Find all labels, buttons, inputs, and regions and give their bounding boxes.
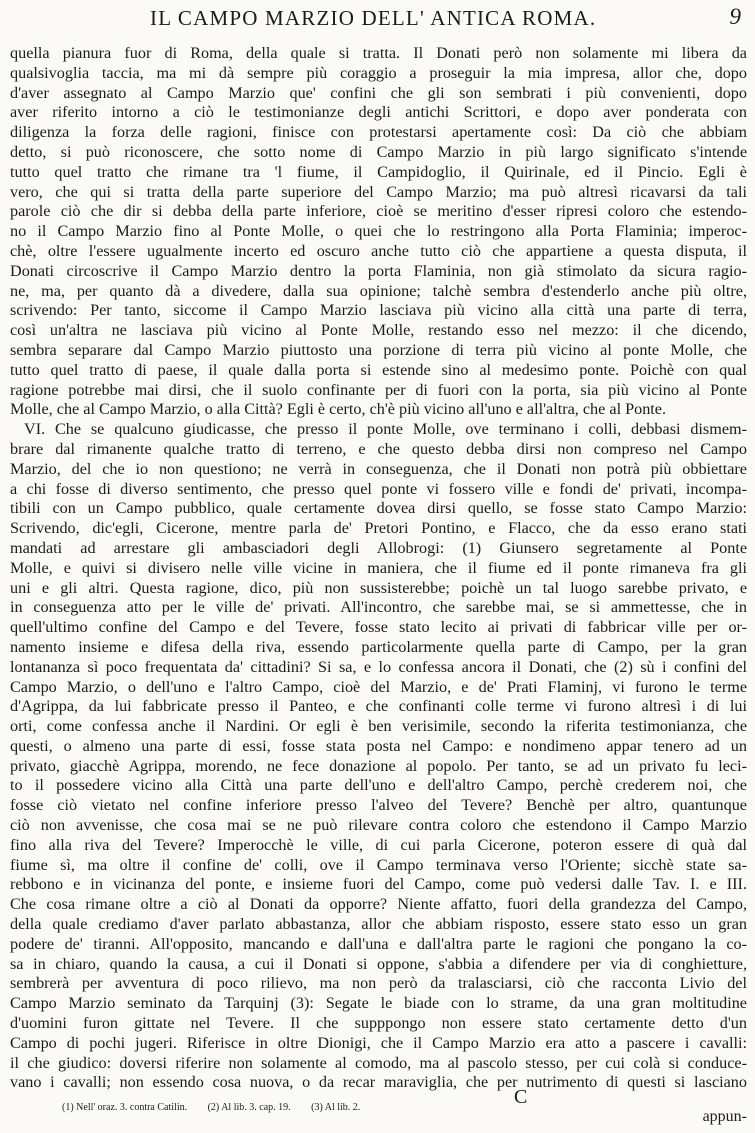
footnote: (3) Al lib. 2. xyxy=(311,1102,361,1113)
text-line: sembra separare dal Campo Marzio piuttosto una porzione di terra più vicino al ponte Molle, che xyxy=(10,340,747,359)
text-line: qualsivoglia taccia, ma mi dà sempre più coraggio a proseguir la mia impresa, allor che, dopo xyxy=(10,63,747,82)
text-line: tibili con un Campo pubblico, quale certamente dovea dirsi quello, se fosse stato Campo Marzio: xyxy=(10,499,747,518)
text-line: quella pianura fuor di Roma, della quale si tratta. Il Donati però non solamente mi libera da xyxy=(10,44,747,62)
text-line: a chi fosse di diverso sentimento, che presso quel ponte vi fossero ville e fondi de' privati, incompa- xyxy=(10,479,747,498)
text-line: fosse ciò vietato nel confine inferiore presso l'alveo del Tevere? Benchè per altro, quantunque xyxy=(10,796,747,815)
text-line: così un'altra ne lasciava più vicino al Ponte Molle, restando esso nel mezzo: il che dicendo, xyxy=(10,321,747,340)
text-line: sa in chiaro, quando la causa, a cui il Donati si oppone, s'abbia a difendere per via di conghietture, xyxy=(10,954,747,973)
paragraph-v xyxy=(10,44,747,420)
text-line: Marzio, del che io non questiono; ne verrà in conseguenza, che il Donati non potrà più obbiettare xyxy=(10,459,747,478)
text-line: ciò non avvenisse, che cosa mai se ne può rilevare contra coloro che estendono il Campo Marzio xyxy=(10,816,747,835)
text-line: rebbono e in vicinanza del ponte, e insieme fuori del Campo, come può vedersi dalle Tav. I. e III. xyxy=(10,875,747,894)
text-line: tutto quel tratto che rimane tra 'l fiume, il Campidoglio, il Quirinale, ed il Pincio. Egli è xyxy=(10,162,747,181)
text-line: parole ciò che dir si debba della parte inferiore, cioè se meritino d'esser ripresi coloro che estendo- xyxy=(10,202,747,221)
section-vi-first-line: VI. Che se qualcuno giudicasse, che presso il ponte Molle, ove terminano i colli, debbasi dismem- xyxy=(24,420,747,439)
signature-mark: C xyxy=(514,1086,528,1108)
page-number: 9 xyxy=(729,4,741,29)
text-line: uni e gli altri. Questa ragione, dico, più non sussisterebbe; poichè un tal luogo sarebbe privato, e xyxy=(10,578,747,597)
footnote: (1) Nell' oraz. 3. contra Catilin. xyxy=(62,1102,188,1113)
text-line: vano i cavalli; non essendo cosa nuova, o da recar maraviglia, che per nutrimento di questi si lasciano xyxy=(10,1073,747,1092)
text-line: vero, che qui si tratta della parte superiore del Campo Marzio; ma può altresì ricavarsi da tali xyxy=(10,182,747,201)
text-line: brare dal rimanente qualche tratto di terreno, e che questo debba dirsi non compreso nel Campo xyxy=(10,439,747,458)
page-header xyxy=(0,0,755,34)
running-title: IL CAMPO MARZIO DELL' ANTICA ROMA. xyxy=(150,6,597,30)
text-line: scrivendo: Per tanto, siccome il Campo Marzio lasciava più vicino alla città una parte di terra, xyxy=(10,301,747,320)
text-line: diligenza la forza delle ragioni, finisce con protestarsi apertamente così: Da ciò che abbiam xyxy=(10,123,747,142)
text-line: aver riferito intorno a ciò le testimonianze degli antichi Scrittori, e dopo aver ponderata con xyxy=(10,103,747,122)
text-line: il che giudico: doversi riferire non solamente al comodo, ma al pascolo stesso, per cui colà si conduce- xyxy=(10,1053,747,1072)
text-line: Campo Marzio seminato da Tarquinj (3): Segate le biade con lo strame, da una gran moltitudine xyxy=(10,994,747,1013)
text-line: d'aver assegnato al Campo Marzio que' confini che gli son sembrati i più convenienti, dopo xyxy=(10,83,747,102)
text-line: ne, ma, per quanto dà a divedere, dalla sua opinione; talchè sembra d'estenderlo anche più oltre, xyxy=(10,281,747,300)
text-line: mandati ad arrestare gli ambasciadori degli Allobrogi: (1) Giunsero segretamente al Ponte xyxy=(10,538,747,557)
text-line: della quale crediamo d'aver parlato abbastanza, allor che abbiam risposto, essere stato esso un gran xyxy=(10,915,747,934)
text-line: fiume sì, ma oltre il confine de' colli, ove il Campo terminava verso l'Oriente; sicchè state sa- xyxy=(10,855,747,874)
text-line: ragione potrebbe mai dirsi, che il suolo confinante per di fuori con la porta, sia più vicino al Ponte xyxy=(10,380,747,399)
footnote: (2) Al lib. 3. cap. 19. xyxy=(207,1102,291,1113)
text-line: Donati circoscrive il Campo Marzio dentro la porta Flaminia, non già stimolato da sicura ragio- xyxy=(10,261,747,280)
text-line: chè, oltre l'essere ugualmente incerto ed oscuro anche tutto ciò che appartiene a questa disputa, il xyxy=(10,241,747,260)
text-line: orti, come confessa anche il Nardini. Or egli è ben verisimile, secondo la riferita testimonianza, che xyxy=(10,717,747,736)
paragraph-vi xyxy=(10,420,747,1093)
text-line: podere de' tiranni. All'opposito, mancando e dall'una e dall'altra parte le ragioni che pongano la co- xyxy=(10,934,747,953)
body-text xyxy=(10,44,747,1093)
text-line: tutto quel tratto di paese, il quale dalla porta si estende sino al medesimo ponte. Poichè con qual xyxy=(10,360,747,379)
text-line: d'uomini furon gittate nel Tevere. Il che supppongo non essere stato certamente detto d'un xyxy=(10,1014,747,1033)
text-line: quell'ultimo confine del Campo e del Tevere, fosse stato lecito ai privati di fabbricar ville per or- xyxy=(10,618,747,637)
text-line: sembrerà per avventura di poco rilievo, ma non però da tralasciarsi, ciò che racconta Livio del xyxy=(10,974,747,993)
catchword: appun- xyxy=(702,1108,747,1125)
text-line: in conseguenza atto per le ville de' privati. All'incontro, che sarebbe mai, se si ammettesse, che in xyxy=(10,598,747,617)
text-line: Che cosa rimane oltre a ciò al Donati da opporre? Niente affatto, fuori della grandezza del Campo, xyxy=(10,895,747,914)
text-line: questi, o almeno una parte di essi, fosse stata posta nel Campo: e nondimeno appar tenero ad un xyxy=(10,736,747,755)
text-line: no il Campo Marzio fino al Ponte Molle, o quei che lo restringono alla Porta Flaminia; imperoc- xyxy=(10,222,747,241)
text-line: namento insieme e difesa della riva, essendo particolarmente quella parte di Campo, per la gran xyxy=(10,637,747,656)
text-line: privato, giacchè Agrippa, morendo, ne fece donazione al popolo. Per tanto, se ad un privato fu leci- xyxy=(10,756,747,775)
text-line: detto, si può riconoscere, che sotto nome di Campo Marzio in più largo significato s'intende xyxy=(10,142,747,161)
text-line: Scrivendo, dic'egli, Cicerone, mentre parla de' Pretori Pontino, e Flacco, che da esso erano stati xyxy=(10,519,747,538)
text-line: Molle, che al Campo Marzio, o alla Città? Egli è certo, ch'è più vicino all'uno e all'altra, che al Ponte. xyxy=(10,400,667,419)
text-line: Molle, e quivi si divisero nelle ville vicine in maniera, che il fiume ed il ponte rimaneva fra gli xyxy=(10,558,747,577)
text-line: to il possedere vicino alla Città una parte dell'uno e dell'altro Campo, perchè crederem noi, che xyxy=(10,776,747,795)
text-line: Campo di pochi jugeri. Riferisce in oltre Dionigi, che il Campo Marzio era atto a pascere i cavalli: xyxy=(10,1033,747,1052)
text-line: lontananza sì poco frequentata da' cittadini? Si sa, e lo confessa ancora il Donati, che (2) sù i confini del xyxy=(10,657,747,676)
footnotes xyxy=(62,1102,602,1113)
text-line: d'Agrippa, da lui fabbricate presso il Panteo, e che confinanti colle terme vi furono altresì i di lui xyxy=(10,697,747,716)
text-line: Campo Marzio, o dell'uno e l'altro Campo, cioè del Marzio, e de' Prati Flaminj, vi furono le terme xyxy=(10,677,747,696)
text-line: fino alla riva del Tevere? Imperocchè le ville, di cui parla Cicerone, poteron essere di quà dal xyxy=(10,835,747,854)
